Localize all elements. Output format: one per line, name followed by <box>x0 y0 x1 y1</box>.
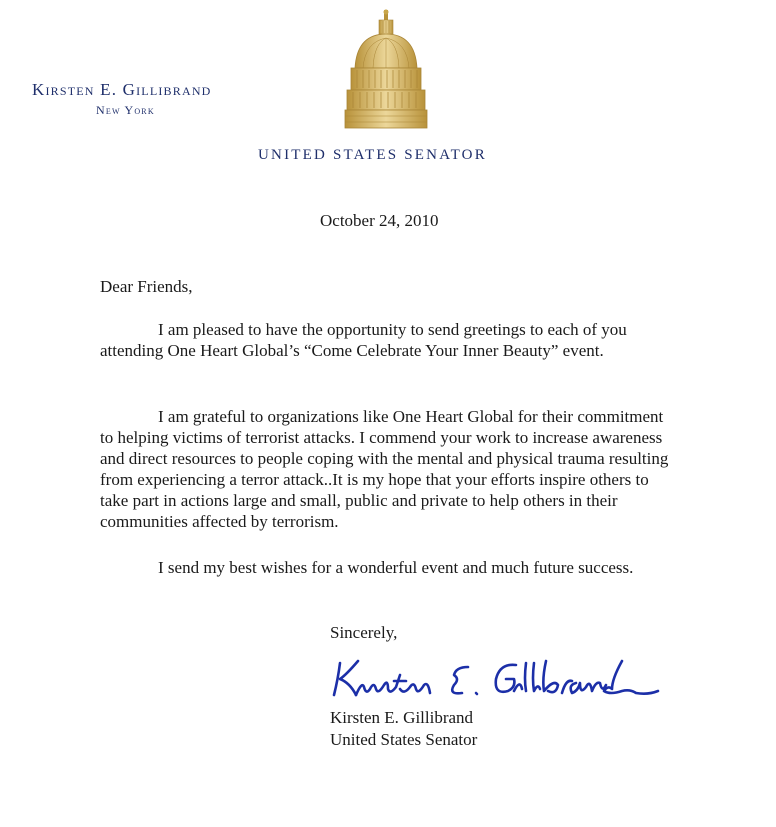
paragraph-text: I send my best wishes for a wonderful event and much future success. <box>158 558 634 577</box>
letterhead-name: Kirsten E. Gillibrand <box>32 80 212 99</box>
body-paragraph <box>100 319 670 361</box>
senator-heading: UNITED STATES SENATOR <box>258 147 487 163</box>
closing: Sincerely, <box>330 623 398 642</box>
body-paragraph <box>100 557 670 578</box>
capitol-dome-icon <box>343 8 429 132</box>
letter-date: October 24, 2010 <box>320 211 439 230</box>
paragraph-text: I am grateful to organizations like One Heart Global for their commitment to helping victims of terrorist attacks. I commend your work to increase awareness and direct resources to people coping with the mental and physical trauma resulting from experiencing a terror attack..It is my hope that your efforts inspire others to take part in actions large and small, public and private to help others in their communities affected by terrorism. <box>100 407 669 531</box>
signer-title: United States Senator <box>330 730 478 749</box>
body-paragraph <box>100 406 670 532</box>
paragraph-text: I am pleased to have the opportunity to send greetings to each of you attending One Heart Global’s “Come Celebrate Your Inner Beauty” event. <box>100 320 627 360</box>
handwritten-signature <box>330 655 670 701</box>
letterhead-state: New York <box>96 103 155 117</box>
signer-name: Kirsten E. Gillibrand <box>330 708 474 727</box>
salutation: Dear Friends, <box>100 277 193 296</box>
